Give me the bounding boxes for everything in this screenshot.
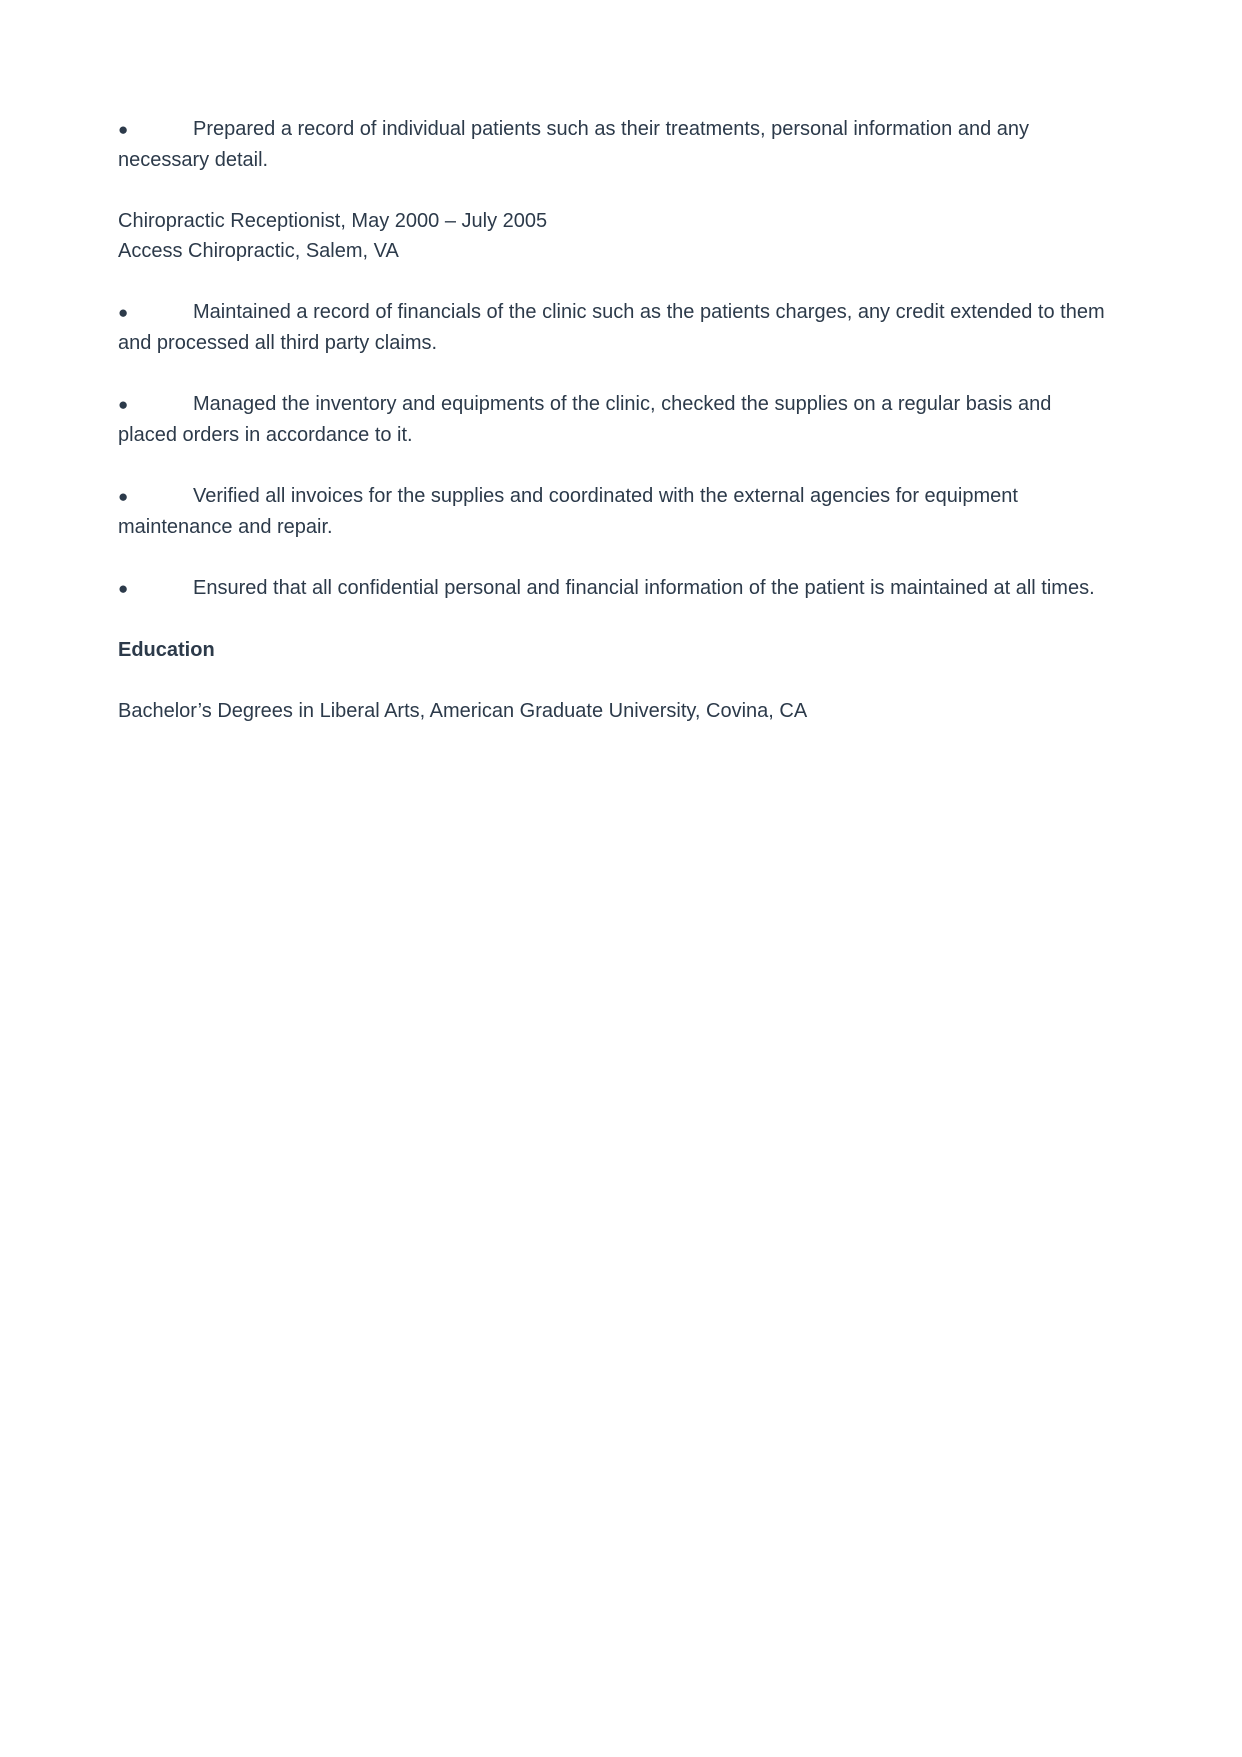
bullet-text: Managed the inventory and equipments of the clinic, checked the supplies on a regular basis and placed orders in accordance to it. bbox=[118, 393, 1052, 446]
spacer bbox=[118, 604, 1108, 635]
spacer bbox=[118, 542, 1108, 573]
bullet-marker: ● bbox=[118, 579, 129, 598]
bullet-marker: ● bbox=[118, 303, 129, 322]
bullet-item bbox=[118, 481, 1108, 542]
document-body bbox=[118, 114, 1108, 726]
bullet-item bbox=[118, 297, 1108, 358]
company-line: Access Chiropractic, Salem, VA bbox=[118, 240, 399, 262]
bullet-marker: ● bbox=[118, 120, 129, 139]
bullet-marker: ● bbox=[118, 395, 129, 414]
bullet-text: Prepared a record of individual patients such as their treatments, personal information and any necessary detail. bbox=[118, 118, 1030, 171]
bullet-marker: ● bbox=[118, 487, 129, 506]
job-title-line: Chiropractic Receptionist, May 2000 – July 2005 bbox=[118, 210, 548, 232]
spacer bbox=[118, 175, 1108, 206]
spacer bbox=[118, 266, 1108, 297]
bullet-item bbox=[118, 389, 1108, 450]
spacer bbox=[118, 665, 1108, 696]
spacer bbox=[118, 450, 1108, 481]
spacer bbox=[118, 358, 1108, 389]
bullet-item bbox=[118, 573, 1108, 604]
education-heading: Education bbox=[118, 639, 215, 661]
bullet-text: Verified all invoices for the supplies and coordinated with the external agencies for equipment maintenance and repair. bbox=[118, 485, 1018, 538]
education-entry: Bachelor’s Degrees in Liberal Arts, American Graduate University, Covina, CA bbox=[118, 700, 808, 722]
bullet-item bbox=[118, 114, 1108, 175]
bullet-text: Ensured that all confidential personal and financial information of the patient is maintained at all times. bbox=[193, 577, 1095, 599]
bullet-text: Maintained a record of financials of the clinic such as the patients charges, any credit extended to them and processed all third party claims. bbox=[118, 301, 1105, 354]
